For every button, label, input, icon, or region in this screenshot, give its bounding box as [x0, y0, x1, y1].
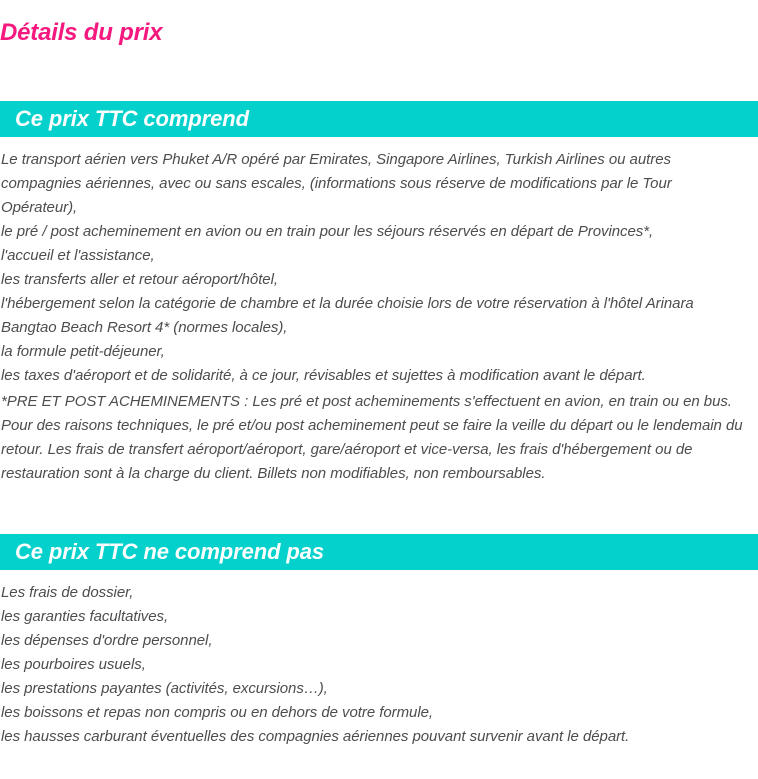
- page-title: Détails du prix: [0, 19, 163, 46]
- list-item: Le transport aérien vers Phuket A/R opéré par Emirates, Singapore Airlines, Turkish Airlines ou autres compagnies aériennes, avec ou sans escales, (informations sous réserve de modifications par le Tour Opérateur),: [1, 151, 672, 216]
- section-header-included-label: Ce prix TTC comprend: [15, 106, 249, 131]
- list-item: le pré / post acheminement en avion ou en train pour les séjours réservés en départ de Provinces*,: [1, 223, 654, 240]
- list-item: les dépenses d'ordre personnel,: [1, 632, 213, 649]
- routing-footnote: [1, 390, 749, 486]
- section-header-excluded-label: Ce prix TTC ne comprend pas: [15, 539, 325, 564]
- included-items-list: [1, 148, 751, 388]
- list-item: les taxes d'aéroport et de solidarité, à ce jour, révisables et sujettes à modification avant le départ.: [1, 367, 646, 384]
- routing-footnote-text: *PRE ET POST ACHEMINEMENTS : Les pré et post acheminements s'effectuent en avion, en train ou en bus. Pour des raisons techniques, le pré et/ou post acheminement peut se faire la veille du départ ou le lendemain du retour. Les frais de transfert aéroport/aéroport, gare/aéroport et vice-versa, les frais d'hébergement ou de restauration sont à la charge du client. Billets non modifiables, non remboursables.: [1, 393, 743, 482]
- list-item: les transferts aller et retour aéroport/hôtel,: [1, 271, 279, 288]
- list-item: les prestations payantes (activités, excursions…),: [1, 680, 328, 697]
- list-item: les boissons et repas non compris ou en dehors de votre formule,: [1, 704, 434, 721]
- section-header-included: [0, 101, 758, 137]
- list-item: l'hébergement selon la catégorie de chambre et la durée choisie lors de votre réservation à l'hôtel Arinara Bangtao Beach Resort 4* (normes locales),: [1, 295, 694, 336]
- list-item: les pourboires usuels,: [1, 656, 146, 673]
- excluded-items-list: [1, 581, 751, 749]
- list-item: les garanties facultatives,: [1, 608, 169, 625]
- list-item: les hausses carburant éventuelles des compagnies aériennes pouvant survenir avant le départ.: [1, 728, 630, 745]
- list-item: la formule petit-déjeuner,: [1, 343, 165, 360]
- list-item: Les frais de dossier,: [1, 584, 134, 601]
- section-header-excluded: [0, 534, 758, 570]
- list-item: l'accueil et l'assistance,: [1, 247, 155, 264]
